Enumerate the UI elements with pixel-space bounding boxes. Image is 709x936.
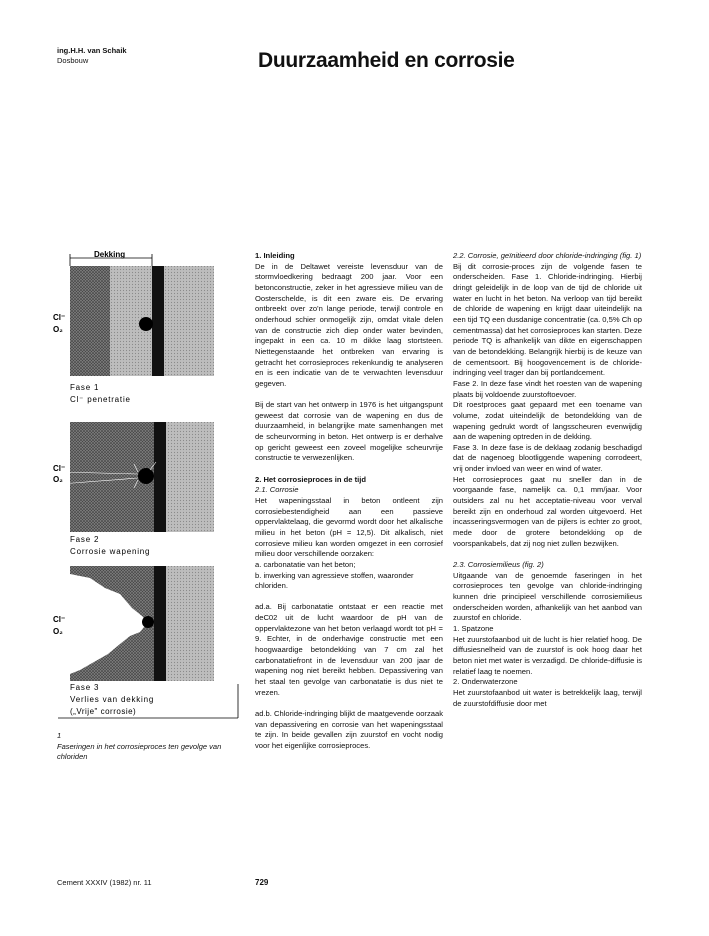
phase2-panel [53, 422, 214, 556]
exposed-rebar-section [142, 616, 154, 628]
paragraph-gap [255, 698, 443, 709]
phase1-subtitle: Cl⁻ penetratie [70, 395, 131, 404]
paragraph: Het zuurstofaanbod uit de lucht is hier relatief hoog. De diffusiesnelheid van de zuurstof is ook hoog daar het beton niet met water is verzadigd. De chloride-diffusie is relatief laag te noemen. [453, 634, 642, 676]
author-name: ing.H.H. van Schaik [57, 46, 127, 55]
paragraph: Het wapeningsstaal in beton ontleent zijn corrosiebestendigheid aan een passieve oppervlaktelaag, die gevormd wordt door het alkalische milieu in het beton (pH = 12,5). Dit alkalisch, niet corrosieve milieu kan worden omgezet in een corrosief milieu door verschillende oorzaken: [255, 495, 443, 559]
list-item: 1. Spatzone [453, 623, 494, 633]
phase1-title: Fase 1 [70, 383, 100, 392]
section-heading: 2. Het corrosieproces in de tijd [255, 474, 366, 484]
list-item: a. carbonatatie van het beton; [255, 559, 356, 569]
rebar [152, 266, 164, 376]
phase3-note: („Vrije" corrosie) [70, 707, 137, 716]
phase2-title: Fase 2 [70, 535, 100, 544]
phase3-subtitle: Verlies van dekking [70, 695, 155, 704]
concrete-core [166, 566, 214, 681]
paragraph: ad.a. Bij carbonatatie ontstaat er een reactie met deC02 uit de lucht waardoor de pH van de oppervlaktezone van het beton verlaagd wordt tot pH = 9. Echter, in de onderhavige constructie met een hoogwaardige betondekking van 7 cm zal het carbonatatiefront in de levensduur van 200 jaar de wapening nog niet bereikt hebben. Depassivering van het staal ten gevolge van carbonatatie is dus niet te vrezen. [255, 602, 443, 697]
rebar [154, 422, 166, 532]
paragraph: Het zuurstofaanbod uit water is betrekkelijk laag, terwijl de zuurstofdiffusie door met [453, 687, 642, 708]
subsection-heading: 2.2. Corrosie, geïnitieerd door chloride-indringing (fig. 1) [453, 251, 642, 260]
paragraph-gap [453, 549, 642, 560]
article-title: Duurzaamheid en corrosie [258, 49, 515, 72]
cl-label: Cl⁻ [53, 464, 66, 473]
phase2-subtitle: Corrosie wapening [70, 547, 151, 556]
cl-label: Cl⁻ [53, 615, 66, 624]
text-column-right [453, 251, 642, 709]
rebar [154, 566, 166, 681]
list-item: b. inwerking van agressieve stoffen, waaronder chloriden. [255, 570, 414, 591]
paragraph: De in de Deltawet vereiste levensduur van de stormvloedkering bedraagt 200 jaar. Voor een betonconstructie, zeker in het agressieve milieu van de Oosterschelde, is dit een zware eis. De ervaring ontbreekt over zo'n lange periode, terwijl controle en onderhoud schier onmogelijk zijn, omdat vitale delen van de constructie zich diep onder water bevinden, ingepakt in een ca. 10 m dikke laag stortsteen. Niettegenstaande het ontbreken van ervaring is getracht het corrosieproces rekenkundig te analyseren en is een indicatie van de te verwachten levensduur gegeven. [255, 261, 443, 388]
paragraph: Fase 3. In deze fase is de deklaag zodanig beschadigd dat de nagenoeg blootliggende wapening corrodeert, vrij onder invloed van weer en wind of water. [453, 442, 642, 474]
corroding-rebar-section [138, 468, 154, 484]
o2-label: O₂ [53, 325, 63, 334]
o2-label: O₂ [53, 627, 63, 636]
text-column-left [255, 251, 443, 752]
journal-reference: Cement XXXIV (1982) nr. 11 [57, 878, 152, 887]
paragraph: Uitgaande van de genoemde faseringen in het corrosieproces ten gevolge van chloride-indringing kunnen drie principieel verschillende corrosiemilieus onderscheiden worden, afhankelijk van het aanbod van zuurstof en chloride. [453, 570, 642, 623]
paragraph: Bij dit corrosie-proces zijn de volgende fasen te onderscheiden. Fase 1. Chloride-indringing. Hierbij dringt geleidelijk in de loop van de tijd de chloride uit water en lucht in het beton. Na verloop van tijd bereikt de chloride de wapening en krijgt daar uiteindelijk na een tijd TQ een dusdanige concentratie (ca. 0,5% Ch op cementmassa) dat het corrosieproces kan starten. Deze periode TQ is afhankelijk van dikte en eigenschappen van de betondekking. Belangrijk hierbij is de keuze van de cementsoort. Bij hoogovencement is de chloride-indringing veel trager dan bij portlandcement. [453, 261, 642, 378]
paragraph: ad.b. Chloride-indringing blijkt de maatgevende oorzaak van depassivering en corrosie van het wapeningsstaal te zijn. In beide gevallen zijn zuurstof en vocht nodig voor het eigenlijke corrosieproces. [255, 708, 443, 750]
rebar-section [139, 317, 153, 331]
corrosion-phases-figure [50, 244, 240, 724]
paragraph-gap [255, 390, 443, 401]
section-heading: 1. Inleiding [255, 251, 295, 260]
paragraph: Bij de start van het ontwerp in 1976 is het uitgangspunt geweest dat corrosie van de wapening en dus de duurzaamheid, in belangrijke mate samenhangen met de scheurvorming in beton. Het ontwerp is er derhalve op gericht geweest een zoveel mogelijke scheurvrije constructie te verwezenlijken. [255, 400, 443, 463]
cl-label: Cl⁻ [53, 313, 66, 322]
subsection-heading: 2.1. Corrosie [255, 485, 299, 495]
o2-label: O₂ [53, 475, 63, 484]
concrete-core [166, 422, 214, 532]
paragraph: Fase 2. In deze fase vindt het roesten van de wapening plaats bij voldoende zuurstoftoevoer. [453, 378, 642, 399]
chloride-penetrated-zone [70, 266, 110, 376]
paragraph-gap [255, 464, 443, 475]
phase1-panel [53, 266, 214, 404]
figure-caption [57, 731, 227, 763]
concrete-core [164, 266, 214, 376]
paragraph: Het corrosieproces gaat nu sneller dan in de voorgaande fase, namelijk ca. 0,1 mm/jaar. Voor outsiders zal nu het acceptatie-niveau voor verval bereikt zijn en onderhoud zal worden uitgevoerd. Het incasseringsvermogen van de pijlers is echter zo groot, mede door de grotere betondekking op de voorspankabels, dat zij nog niet zullen bezwijken. [453, 474, 642, 548]
paragraph-gap [255, 592, 443, 603]
dekking-dimension [70, 250, 152, 266]
dekking-label: Dekking [94, 250, 126, 259]
subsection-heading: 2.3. Corrosiemilieus (fig. 2) [453, 559, 544, 569]
list-item: 2. Onderwaterzone [453, 677, 518, 687]
caption-number: 1 [57, 731, 62, 740]
paragraph: Dit roestproces gaat gepaard met een toename van volume, zodat uiteindelijk de betondekking van de wapening gedrukt wordt of langsscheuren evenwijdig aan de wapening optreden in de dekking. [453, 400, 642, 442]
phase3-panel [53, 566, 214, 716]
phase3-title: Fase 3 [70, 683, 100, 692]
page-number: 729 [255, 878, 269, 887]
author-department: Dosbouw [57, 56, 89, 65]
caption-text: Faseringen in het corrosieproces ten gevolge van chloriden [57, 741, 222, 761]
